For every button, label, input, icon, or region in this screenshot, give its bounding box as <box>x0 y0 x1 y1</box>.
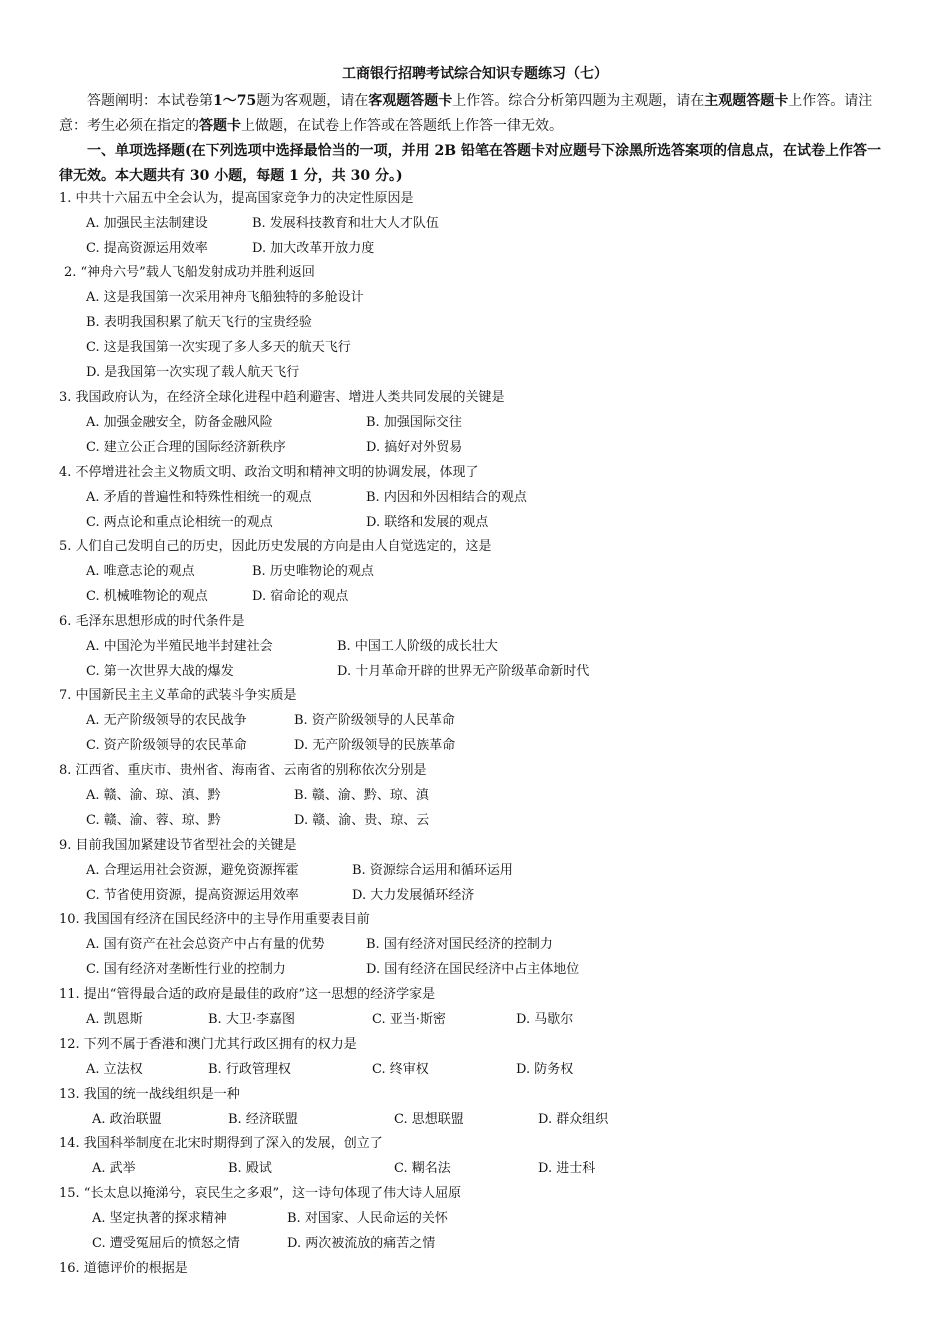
answer-option: B. 加强国际交往 <box>366 415 462 430</box>
question-stem: 14. 我国科举制度在北宋时期得到了深入的发展，创立了 <box>59 1136 383 1151</box>
question-stem: 10. 我国国有经济在国民经济中的主导作用重要表目前 <box>59 912 370 927</box>
answer-option: B. 资产阶级领导的人民革命 <box>294 713 455 728</box>
answer-option: B. 发展科技教育和壮大人才队伍 <box>252 216 439 231</box>
answer-option: A. 立法权 <box>86 1062 143 1077</box>
question-stem: 13. 我国的统一战线组织是一种 <box>59 1087 240 1102</box>
answer-option: D. 进士科 <box>538 1161 596 1176</box>
answer-option: C. 终审权 <box>372 1062 429 1077</box>
exam-instructions <box>59 89 891 139</box>
answer-option: A. 合理运用社会资源，避免资源挥霍 <box>86 863 299 878</box>
question-stem: 15. “长太息以掩涕兮，哀民生之多艰”，这一诗句体现了伟大诗人屈原 <box>59 1186 462 1201</box>
question-stem: 16. 道德评价的根据是 <box>59 1261 188 1276</box>
answer-option: A. 武举 <box>92 1161 136 1176</box>
answer-option: D. 联络和发展的观点 <box>366 515 489 530</box>
answer-option: A. 坚定执著的探求精神 <box>92 1211 227 1226</box>
answer-option: D. 加大改革开放力度 <box>252 241 375 256</box>
answer-option: D. 两次被流放的痛苦之情 <box>287 1236 436 1251</box>
answer-option: B. 赣、渝、黔、琼、滇 <box>294 788 429 803</box>
answer-option: A. 唯意志论的观点 <box>86 564 195 579</box>
answer-option: C. 亚当·斯密 <box>372 1012 446 1027</box>
answer-option: D. 无产阶级领导的民族革命 <box>294 738 456 753</box>
answer-option: D. 大力发展循环经济 <box>352 888 475 903</box>
answer-option: C. 资产阶级领导的农民革命 <box>86 738 247 753</box>
answer-option: B. 经济联盟 <box>228 1112 298 1127</box>
answer-option: B. 表明我国积累了航天飞行的宝贵经验 <box>86 315 312 330</box>
notice-card1: 客观题答题卡 <box>368 93 453 109</box>
notice-card3: 答题卡 <box>199 118 241 134</box>
answer-option: A. 政治联盟 <box>92 1112 162 1127</box>
answer-option: C. 两点论和重点论相统一的观点 <box>86 515 273 530</box>
question-stem: 12. 下列不属于香港和澳门尤其行政区拥有的权力是 <box>59 1037 357 1052</box>
answer-option: C. 建立公正合理的国际经济新秩序 <box>86 440 286 455</box>
answer-option: A. 国有资产在社会总资产中占有量的优势 <box>86 937 325 952</box>
question-stem: 11. 提出“管得最合适的政府是最佳的政府”这一思想的经济学家是 <box>59 987 436 1002</box>
answer-option: D. 搞好对外贸易 <box>366 440 463 455</box>
answer-option: C. 提高资源运用效率 <box>86 241 208 256</box>
answer-option: D. 国有经济在国民经济中占主体地位 <box>366 962 580 977</box>
question-stem: 9. 目前我国加紧建设节省型社会的关键是 <box>59 838 297 853</box>
notice-card2: 主观题答题卡 <box>704 93 789 109</box>
answer-option: C. 节省使用资源，提高资源运用效率 <box>86 888 299 903</box>
answer-option: A. 加强金融安全，防备金融风险 <box>86 415 273 430</box>
answer-option: B. 国有经济对国民经济的控制力 <box>366 937 553 952</box>
answer-option: C. 机械唯物论的观点 <box>86 589 208 604</box>
answer-option: B. 对国家、人民命运的关怀 <box>287 1211 448 1226</box>
notice-part4: 上做题，在试卷上作答或在答题纸上作答一律无效。 <box>241 118 563 134</box>
answer-option: A. 凯恩斯 <box>86 1012 143 1027</box>
answer-option: B. 行政管理权 <box>208 1062 291 1077</box>
question-stem: 1. 中共十六届五中全会认为，提高国家竞争力的决定性原因是 <box>59 191 414 206</box>
question-stem: 3. 我国政府认为，在经济全球化进程中趋利避害、增进人类共同发展的关键是 <box>59 390 505 405</box>
question-stem: 7. 中国新民主主义革命的武装斗争实质是 <box>59 688 297 703</box>
answer-option: B. 历史唯物论的观点 <box>252 564 374 579</box>
answer-option: D. 马歇尔 <box>516 1012 574 1027</box>
answer-option: C. 遭受冤屈后的愤怒之情 <box>92 1236 240 1251</box>
notice-range: 1～75 <box>213 93 257 109</box>
answer-option: C. 这是我国第一次实现了多人多天的航天飞行 <box>86 340 351 355</box>
answer-option: A. 加强民主法制建设 <box>86 216 208 231</box>
notice-part1: 题为客观题，请在 <box>256 93 369 109</box>
notice-lead: 答题阐明：本试卷第 <box>87 93 213 109</box>
answer-option: D. 十月革命开辟的世界无产阶级革命新时代 <box>337 664 590 679</box>
question-stem: 4. 不停增进社会主义物质文明、政治文明和精神文明的协调发展，体现了 <box>59 465 479 480</box>
answer-option: C. 思想联盟 <box>394 1112 464 1127</box>
answer-option: B. 内因和外因相结合的观点 <box>366 490 527 505</box>
question-stem: 8. 江西省、重庆市、贵州省、海南省、云南省的别称依次分别是 <box>59 763 427 778</box>
answer-option: D. 宿命论的观点 <box>252 589 349 604</box>
answer-option: C. 赣、渝、蓉、琼、黔 <box>86 813 221 828</box>
answer-option: A. 无产阶级领导的农民战争 <box>86 713 247 728</box>
page-title: 工商银行招聘考试综合知识专题练习（七） <box>342 66 608 82</box>
answer-option: D. 防务权 <box>516 1062 574 1077</box>
answer-option: B. 殿试 <box>228 1161 272 1176</box>
question-stem: 2. “神舟六号”载人飞船发射成功并胜利返回 <box>64 265 315 280</box>
answer-option: A. 赣、渝、琼、滇、黔 <box>86 788 221 803</box>
answer-option: A. 中国沦为半殖民地半封建社会 <box>86 639 273 654</box>
question-stem: 5. 人们自己发明自己的历史，因此历史发展的方向是由人自觉选定的，这是 <box>59 539 492 554</box>
answer-option: A. 这是我国第一次采用神舟飞船独特的多舱设计 <box>86 290 364 305</box>
notice-part2: 上作答。综合分析第四题为主观题，请在 <box>452 93 705 109</box>
answer-option: C. 第一次世界大战的爆发 <box>86 664 234 679</box>
question-stem: 6. 毛泽东思想形成的时代条件是 <box>59 614 245 629</box>
section-header: 一、单项选择题(在下列选项中选择最恰当的一项，并用 2B 铅笔在答题卡对应题号下涂黑所选答案项的信息点，在试卷上作答一律无效。本大题共有 30 小题，每题 1 分，共 30 分。) <box>59 143 881 184</box>
answer-option: C. 国有经济对垄断性行业的控制力 <box>86 962 286 977</box>
answer-option: B. 中国工人阶级的成长壮大 <box>337 639 498 654</box>
answer-option: C. 糊名法 <box>394 1161 451 1176</box>
answer-option: D. 群众组织 <box>538 1112 609 1127</box>
answer-option: B. 大卫·李嘉图 <box>208 1012 295 1027</box>
answer-option: D. 赣、渝、贵、琼、云 <box>294 813 430 828</box>
answer-option: A. 矛盾的普遍性和特殊性相统一的观点 <box>86 490 312 505</box>
notice-part3: 上作答。请注意：考生必须在指定的 <box>59 93 873 134</box>
answer-option: D. 是我国第一次实现了载人航天飞行 <box>86 365 300 380</box>
answer-option: B. 资源综合运用和循环运用 <box>352 863 513 878</box>
